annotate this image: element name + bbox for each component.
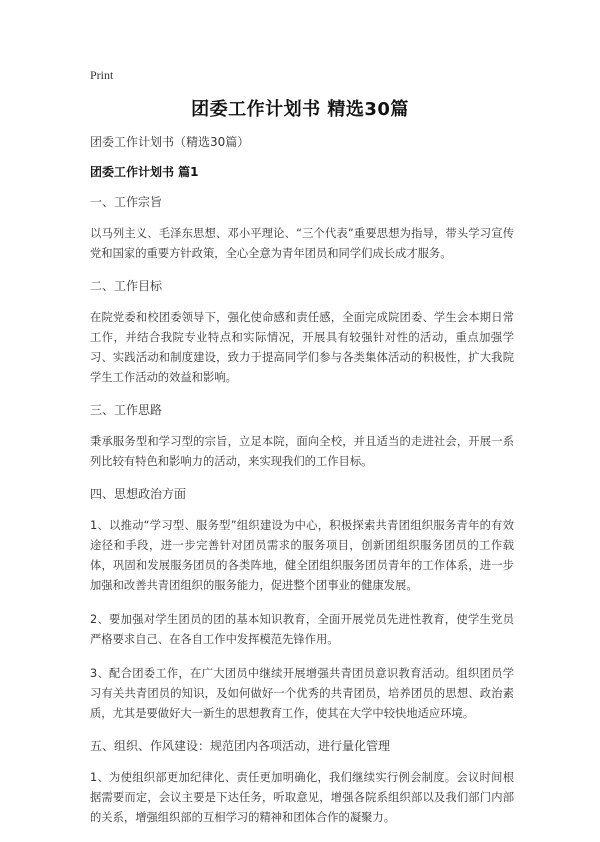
paragraph: 2、要加强对学生团员的团的基本知识教育，全面开展党员先进性教育，使学生党员严格要求自己、在各自工作中发挥模范先锋作用。 [90, 613, 514, 646]
document-body [90, 134, 514, 842]
paragraph: 1、为使组织部更加纪律化、责任更加明确化，我们继续实行例会制度。会议时间根据需要而定，会议主要是下达任务，听取意见，增强各院系组织部以及我们部门内部的关系，增强组织部的互相学习的精神和团体合作的凝聚力。 [90, 771, 514, 824]
paragraph: 秉承服务型和学习型的宗旨，立足本院，面向全校，并且适当的走进社会，开展一系列比较有特色和影响力的活动，来实现我们的工作目标。 [90, 435, 514, 468]
heading-organization: 五、组织、作风建设：规范团内各项活动，进行量化管理 [90, 739, 391, 753]
heading-work-approach: 三、工作思路 [90, 403, 163, 417]
paragraph: 1、以推动“学习型、服务型”组织建设为中心，积极探索共青团组织服务青年的有效途径和手段，进一步完善针对团员需求的服务项目，创新团组织服务团员的工作载体，巩固和发展服务团员的各类阵地，健全团组织服务团员青年的工作体系，进一步加强和改善共青团组织的服务能力，促进整个团事业的健康发展。 [90, 519, 514, 592]
paragraph: 在院党委和校团委领导下，强化使命感和责任感，全面完成院团委、学生会本期日常工作，并结合我院专业特点和实际情况，开展具有较强针对性的活动，重点加强学习、实践活动和制度建设，致力于提高同学们参与各类集体活动的积极性，扩大我院学生工作活动的效益和影响。 [90, 311, 514, 384]
document-subtitle: 团委工作计划书（精选30篇） [90, 135, 250, 149]
heading-ideology: 四、思想政治方面 [90, 487, 187, 501]
print-link[interactable]: Print [90, 68, 114, 82]
paragraph: 以马列主义、毛泽东思想、邓小平理论、“三个代表”重要思想为指导，带头学习宣传党和国家的重要方针政策，全心全意为青年团员和同学们成长成才服务。 [90, 227, 514, 260]
heading-work-goals: 二、工作目标 [90, 279, 163, 293]
section-heading: 团委工作计划书 篇1 [90, 165, 199, 179]
paragraph: 3、配合团委工作，在广大团员中继续开展增强共青团员意识教育活动。组织团员学习有关共青团员的知识，及如何做好一个优秀的共青团员，培养团员的思想、政治素质，尤其是要做好大一新生的思想教育工作，使其在大学中较快地适应环境。 [90, 667, 514, 720]
document-title: 团委工作计划书 精选30篇 [191, 99, 409, 120]
heading-work-purpose: 一、工作宗旨 [90, 195, 163, 209]
